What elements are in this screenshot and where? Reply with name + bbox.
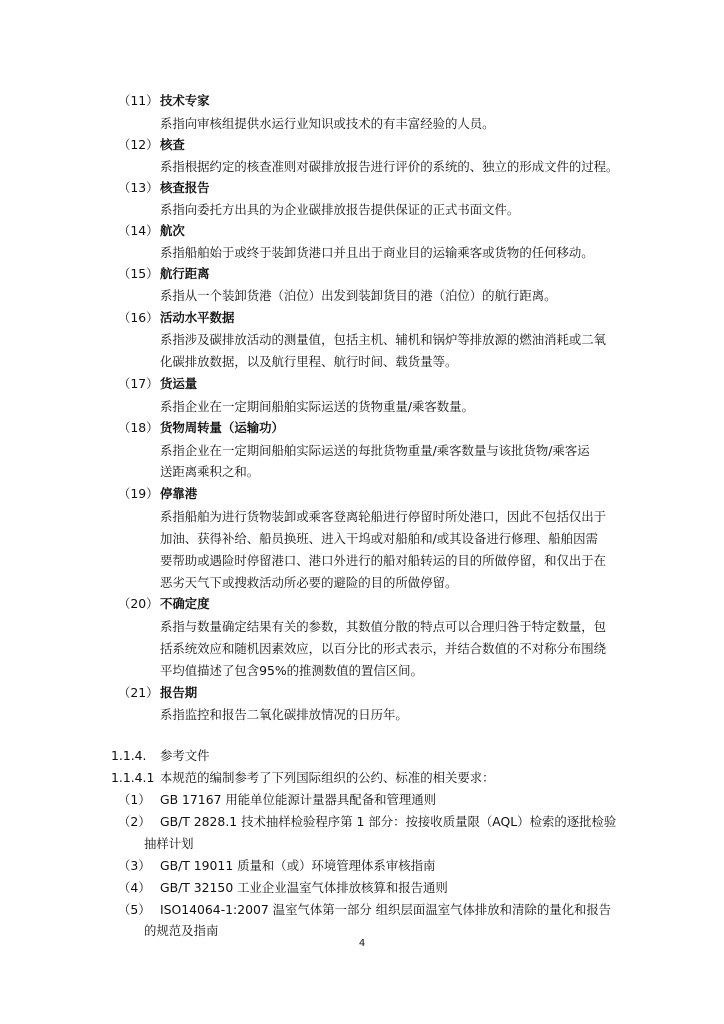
definition-term: 报告期 [160, 685, 198, 700]
definition-desc-line: 系指向委托方出具的为企业碳排放报告提供保证的正式书面文件。 [160, 202, 520, 217]
definition-number: （20） [118, 596, 159, 611]
reference-line: ISO14064-1:2007 温室气体第一部分 组织层面温室气体排放和清除的量化和报告 [160, 902, 612, 917]
reference-number: （2） [118, 814, 151, 829]
definition-desc-line: 化碳排放数据，以及航行里程、航行时间、载货量等。 [160, 354, 458, 369]
definition-desc-line: 要帮助或遇险时停留港口、港口外进行的船对船转运的目的所做停留，和仅出于在 [160, 553, 607, 568]
definition-desc-line: 系指船舶为进行货物装卸或乘客登离轮船进行停留时所处港口，因此不包括仅出于 [160, 509, 607, 524]
page-number: 4 [358, 938, 366, 949]
definition-desc-line: 系指从一个装卸货港（泊位）出发到装卸货目的港（泊位）的航行距离。 [160, 288, 557, 303]
reference-line: GB 17167 用能单位能源计量器具配备和管理通则 [160, 792, 437, 807]
definition-desc-line: 平均值描述了包含95%的推测数值的置信区间。 [160, 663, 423, 678]
definition-number: （11） [118, 93, 159, 108]
reference-number: （1） [118, 792, 151, 807]
definition-term: 停靠港 [160, 486, 198, 501]
definition-term: 活动水平数据 [160, 310, 235, 325]
subsection-number: 1.1.4.1 [111, 770, 155, 785]
reference-number: （3） [118, 858, 151, 873]
definition-number: （19） [118, 486, 159, 501]
definition-desc-line: 系指与数量确定结果有关的参数，其数值分散的特点可以合理归咎于特定数量，包 [160, 619, 607, 634]
definition-desc-line: 系指船舶始于或终于装卸货港口并且出于商业目的运输乘客或货物的任何移动。 [160, 245, 594, 260]
definition-desc-line: 系指监控和报告二氧化碳排放情况的日历年。 [160, 707, 408, 722]
definition-number: （18） [118, 420, 159, 435]
reference-line: GB/T 19011 质量和（或）环境管理体系审核指南 [160, 858, 436, 873]
reference-line: GB/T 32150 工业企业温室气体排放核算和报告通则 [160, 880, 448, 895]
definition-number: （21） [118, 685, 159, 700]
subsection-text: 本规范的编制参考了下列国际组织的公约、标准的相关要求： [160, 770, 495, 785]
definition-desc-line: 系指涉及碳排放活动的测量值，包括主机、辅机和锅炉等排放源的燃油消耗或二氧 [160, 332, 607, 347]
definition-number: （13） [118, 180, 159, 195]
definition-term: 核查 [160, 137, 185, 152]
definition-desc-line: 恶劣天气下或搜救活动所必要的避险的目的所做停留。 [160, 575, 458, 590]
reference-number: （5） [118, 902, 151, 917]
definition-number: （12） [118, 137, 159, 152]
section-number: 1.1.4. [111, 748, 147, 763]
definition-term: 航行距离 [160, 266, 210, 281]
definition-desc-line: 系指企业在一定期间船舶实际运送的货物重量/乘客数量。 [160, 399, 474, 414]
reference-line: 的规范及指南 [144, 923, 219, 938]
definition-term: 核查报告 [160, 180, 210, 195]
definition-desc-line: 送距离乘积之和。 [160, 464, 260, 479]
definition-term: 技术专家 [160, 93, 210, 108]
section-title: 参考文件 [160, 748, 210, 763]
definition-term: 不确定度 [160, 596, 210, 611]
definition-desc-line: 加油、获得补给、船员换班、进入干坞或对船舶和/或其设备进行修理、船舶因需 [160, 531, 598, 546]
definition-term: 货物周转量（运输功） [160, 420, 284, 435]
definition-desc-line: 括系统效应和随机因素效应，以百分比的形式表示，并结合数值的不对称分布围绕 [160, 641, 607, 656]
definition-number: （16） [118, 310, 159, 325]
definition-desc-line: 系指向审核组提供水运行业知识或技术的有丰富经验的人员。 [160, 116, 495, 131]
reference-line: GB/T 2828.1 技术抽样检验程序第 1 部分：按接收质量限（AQL）检索的逐批检验 [160, 814, 617, 829]
reference-line: 抽样计划 [144, 836, 194, 851]
definition-number: （14） [118, 223, 159, 238]
reference-number: （4） [118, 880, 151, 895]
definition-desc-line: 系指根据约定的核查准则对碳排放报告进行评价的系统的、独立的形成文件的过程。 [160, 159, 619, 174]
definition-desc-line: 系指企业在一定期间船舶实际运送的每批货物重量/乘客数量与该批货物/乘客运 [160, 443, 590, 458]
definition-term: 航次 [160, 223, 185, 238]
definition-number: （17） [118, 376, 159, 391]
definition-number: （15） [118, 266, 159, 281]
definition-term: 货运量 [160, 376, 198, 391]
